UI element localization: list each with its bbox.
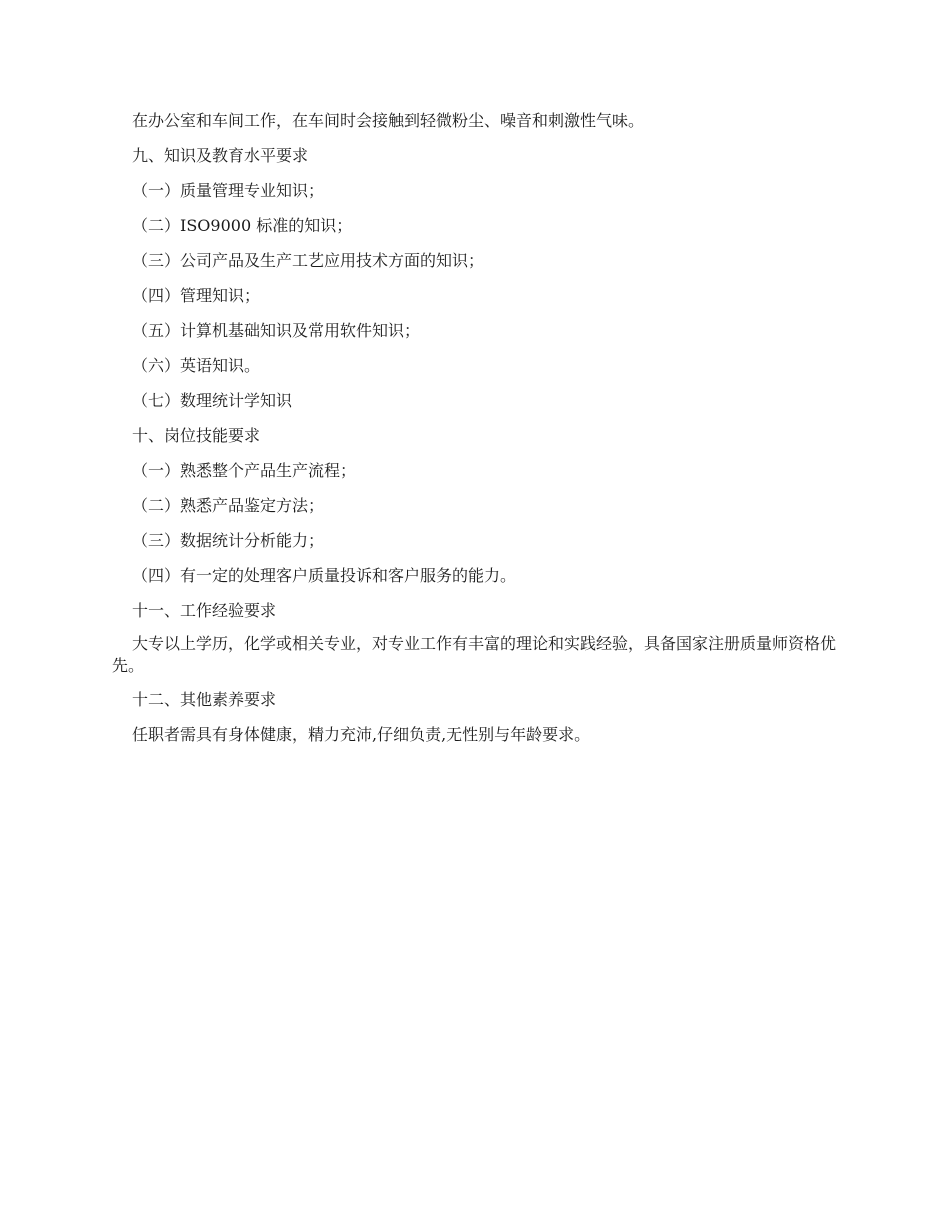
list-item: （七）数理统计学知识 [132,391,293,410]
list-item: （三）数据统计分析能力； [132,531,325,550]
section-heading-other: 十二、其他素养要求 [132,690,277,709]
list-item: （六）英语知识。 [132,356,261,375]
list-item: （一）熟悉整个产品生产流程； [132,461,357,480]
document-body [112,108,840,757]
list-item: （四）管理知识； [132,286,261,305]
list-item: （五）计算机基础知识及常用软件知识； [132,321,421,340]
section-heading-skills: 十、岗位技能要求 [132,426,261,445]
work-environment-text: 在办公室和车间工作，在车间时会接触到轻微粉尘、噪音和刺激性气味。 [132,111,645,130]
section-heading-experience: 十一、工作经验要求 [132,601,277,620]
section-heading-knowledge: 九、知识及教育水平要求 [132,146,309,165]
other-requirements-text: 任职者需具有身体健康，精力充沛,仔细负责,无性别与年龄要求。 [132,725,591,744]
list-item: （三）公司产品及生产工艺应用技术方面的知识； [132,251,485,270]
experience-paragraph: 大专以上学历，化学或相关专业，对专业工作有丰富的理论和实践经验，具备国家注册质量师资格优先。 [112,634,837,675]
list-item: （二）熟悉产品鉴定方法； [132,496,325,515]
list-item: （一）质量管理专业知识； [132,181,325,200]
list-item: （二）ISO9000 标准的知识； [132,216,353,235]
list-item: （四）有一定的处理客户质量投诉和客户服务的能力。 [132,566,517,585]
